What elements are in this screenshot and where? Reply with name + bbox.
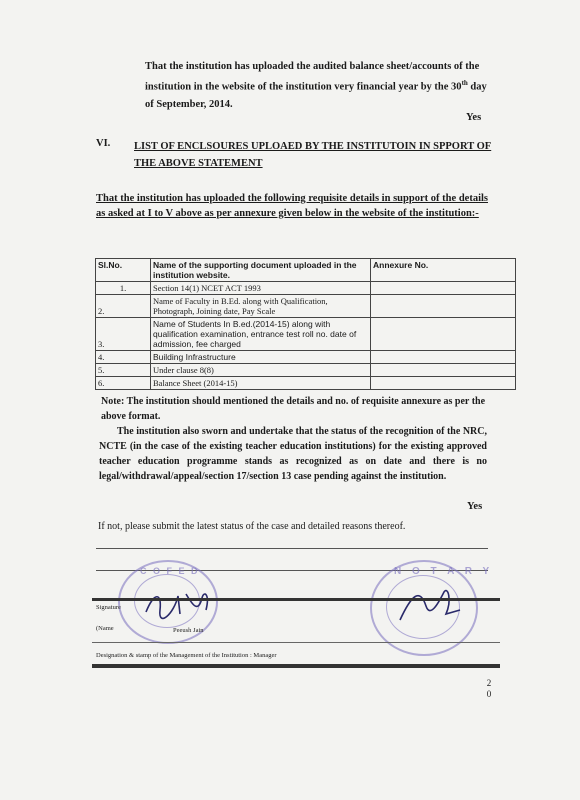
row-sl-no: 4. — [96, 351, 151, 364]
table-note: Note: The institution should mentioned the details and no. of requisite annexure as per the above format. — [101, 396, 486, 422]
table-row — [96, 318, 516, 351]
header-document-name: Name of the supporting document uploaded in the institution website. — [151, 259, 371, 282]
signature-rule-bottom — [92, 664, 500, 668]
if-not-instruction: If not, please submit the latest status of the case and detailed reasons thereof. — [98, 521, 406, 532]
row-document-name: Building Infrastructure — [151, 351, 371, 364]
row-sl-no: 3. — [96, 318, 151, 351]
row-document-name: Name of Faculty in B.Ed. along with Qualification, Photograph, Joining date, Pay Scale — [151, 295, 371, 318]
name-value: Peeush Jain — [173, 627, 204, 634]
row-document-name: Under clause 8(8) — [151, 364, 371, 377]
section-title: LIST OF ENCLSOURES UPLOAED BY THE INSTITUTOIN IN SPPORT OF THE ABOVE STATEMENT — [134, 141, 492, 169]
answer-yes-1: Yes — [466, 112, 482, 123]
notary-stamp-lettering: N O T A R Y — [394, 566, 494, 577]
table-row — [96, 351, 516, 364]
row-annexure-no — [371, 351, 516, 364]
row-sl-no: 6. — [96, 377, 151, 390]
signature-label: Signature — [96, 604, 121, 611]
blank-line-1 — [96, 548, 488, 549]
table-header-row — [96, 259, 516, 282]
row-annexure-no — [371, 364, 516, 377]
sworn-undertaking-paragraph: The institution also sworn and undertake that the status of the recognition of the NRC, NCTE (in the case of the existing teacher education institutions) for the existing approved teacher education programme stands as recognized as on date and there is no legal/withdrawal/appeal/section 17/section 13 case pending against the institution. — [99, 426, 487, 482]
name-label: (Name — [96, 625, 114, 632]
signature-rule-mid — [92, 642, 500, 643]
table-row — [96, 295, 516, 318]
requisite-details-paragraph: That the institution has uploaded the following requisite details in support of the details as asked at I to V above as per annexure given below in the website of the institution:- — [96, 193, 488, 219]
designation-line: Designation & stamp of the Management of the Institution : Manager — [96, 652, 277, 659]
section-number: VI. — [96, 138, 111, 149]
signature-rule-top — [92, 598, 500, 601]
row-annexure-no — [371, 282, 516, 295]
header-sl-no: Sl.No. — [96, 259, 151, 282]
table-row — [96, 282, 516, 295]
row-document-name: Balance Sheet (2014-15) — [151, 377, 371, 390]
row-annexure-no — [371, 295, 516, 318]
uploaded-balance-sheet-paragraph: That the institution has uploaded the audited balance sheet/accounts of the institution in the website of the institution very financial year by the 30th day of September, 2014. — [145, 61, 487, 110]
notary-signature — [390, 584, 470, 634]
header-annexure-no: Annexure No. — [371, 259, 516, 282]
answer-yes-2: Yes — [467, 501, 483, 512]
row-sl-no: 5. — [96, 364, 151, 377]
enclosures-table — [95, 258, 516, 390]
handwritten-signature — [140, 584, 220, 624]
row-annexure-no — [371, 377, 516, 390]
seal-lettering: C O F E D — [140, 566, 200, 576]
page-number: 2 0 — [486, 678, 492, 699]
row-sl-no: 1. — [96, 282, 151, 295]
table-row — [96, 377, 516, 390]
table-row — [96, 364, 516, 377]
row-sl-no: 2. — [96, 295, 151, 318]
row-document-name: Section 14(1) NCET ACT 1993 — [151, 282, 371, 295]
row-document-name: Name of Students In B.ed.(2014-15) along with qualification examination, entrance test roll no. date of admission, fee charged — [151, 318, 371, 351]
row-annexure-no — [371, 318, 516, 351]
